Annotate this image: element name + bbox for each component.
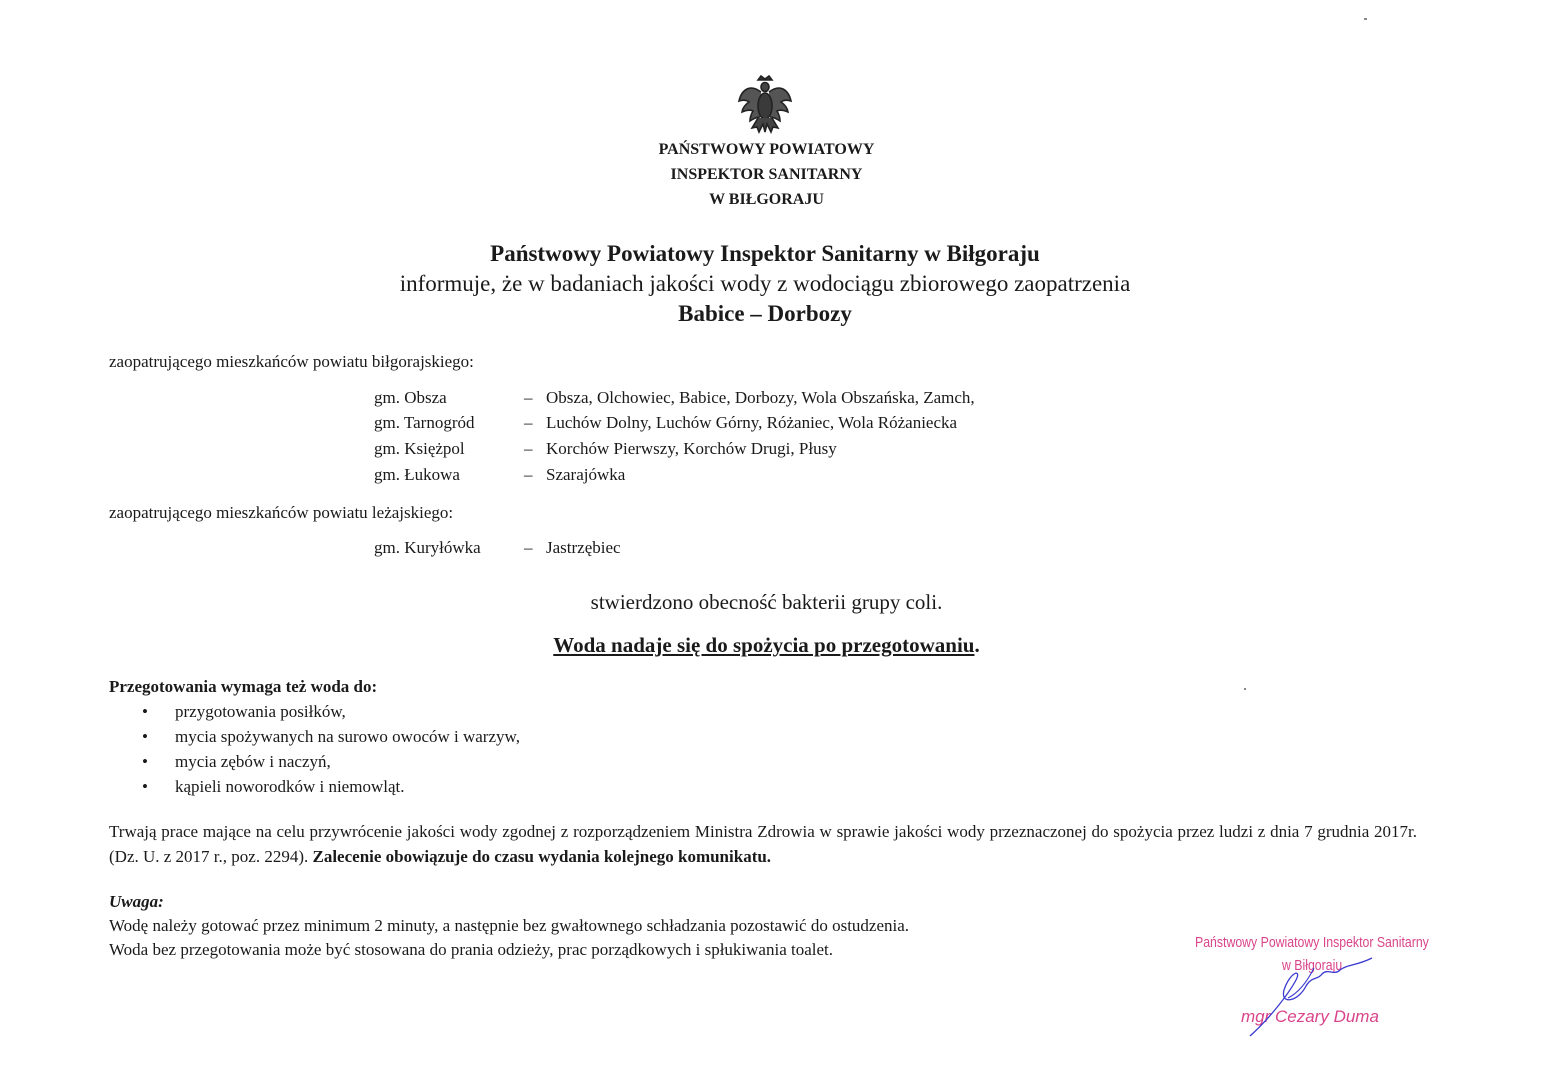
district-row	[374, 436, 837, 461]
bilgoraj-district-intro: zaopatrującego mieszkańców powiatu biłgorajskiego:	[109, 352, 474, 371]
institution-name-line2: INSPEKTOR SANITARNY	[670, 166, 863, 183]
needs-list	[142, 699, 520, 799]
places-list: Jastrzębiec	[546, 538, 621, 557]
note-line2: Woda bez przegotowania może być stosowana do prania odzieży, prac porządkowych i spłukiwania toalet.	[109, 940, 834, 959]
needs-title: Przegotowania wymaga też woda do:	[109, 677, 378, 696]
gmina-name: gm. Tarnogród	[374, 413, 475, 432]
dash: –	[524, 439, 533, 458]
dash: –	[524, 538, 533, 557]
note-line1: Wodę należy gotować przez minimum 2 minuty, a następnie bez gwałtownego schładzania pozostawić do ostudzenia.	[109, 916, 910, 935]
gmina-name: gm. Obsza	[374, 388, 447, 407]
lezajsk-district-intro: zaopatrującego mieszkańców powiatu leżajskiego:	[109, 503, 454, 522]
gmina-name: gm. Kuryłówka	[374, 538, 481, 557]
signature	[1238, 950, 1388, 1042]
stamp-signatory: mgr Cezary Duma	[1241, 1007, 1379, 1026]
list-item: • kąpieli noworodków i niemowląt.	[142, 774, 520, 799]
institution-name-line3: W BIŁGORAJU	[709, 191, 824, 208]
dash: –	[524, 465, 533, 484]
scan-speck	[1244, 688, 1246, 690]
places-list: Szarajówka	[546, 465, 626, 484]
gmina-name: gm. Księżpol	[374, 439, 465, 458]
boil-water-warning	[0, 630, 1533, 660]
district-row	[374, 410, 957, 435]
gmina-name: gm. Łukowa	[374, 465, 460, 484]
district-row	[374, 535, 621, 560]
warning-period: .	[974, 633, 980, 657]
waterworks-name: Babice – Dorbozy	[678, 301, 852, 326]
restoration-paragraph	[109, 819, 1417, 869]
scan-speck	[1364, 18, 1367, 20]
announcement-title: Państwowy Powiatowy Inspektor Sanitarny w Biłgoraju	[490, 241, 1040, 266]
list-item: • mycia zębów i naczyń,	[142, 749, 520, 774]
list-item: • przygotowania posiłków,	[142, 699, 520, 724]
paragraph-text: Trwają prace mające na celu przywrócenie jakości wody zgodnej z rozporządzeniem Ministra Zdrowia w sprawie jakości wody przeznaczonej do spożycia przez ludzi z dnia 7 grudnia 2017r. (Dz. U. z 2017 r., poz. 2294).	[109, 822, 1417, 866]
places-list: Luchów Dolny, Luchów Górny, Różaniec, Wola Różaniecka	[546, 413, 958, 432]
district-row	[374, 385, 975, 410]
boil-water-warning-text: Woda nadaje się do spożycia po przegotowaniu	[553, 633, 975, 657]
stamp-line1: Państwowy Powiatowy Inspektor Sanitarny	[1195, 934, 1429, 951]
paragraph-bold-notice: Zalecenie obowiązuje do czasu wydania kolejnego komunikatu.	[312, 847, 772, 866]
places-list: Korchów Pierwszy, Korchów Drugi, Płusy	[546, 439, 837, 458]
dash: –	[524, 413, 533, 432]
institution-name-line1: PAŃSTWOWY POWIATOWY	[658, 141, 875, 158]
finding-statement: stwierdzono obecność bakterii grupy coli.	[590, 590, 943, 614]
polish-eagle-emblem-icon	[736, 74, 794, 136]
list-item: • mycia spożywanych na surowo owoców i warzyw,	[142, 724, 520, 749]
stamp-line2: w Biłgoraju	[1282, 957, 1343, 974]
announcement-subtitle: informuje, że w badaniach jakości wody z wodociągu zbiorowego zaopatrzenia	[399, 271, 1131, 296]
places-list: Obsza, Olchowiec, Babice, Dorbozy, Wola Obszańska, Zamch,	[546, 388, 975, 407]
district-row	[374, 462, 625, 487]
note-title: Uwaga:	[109, 892, 164, 911]
dash: –	[524, 388, 533, 407]
